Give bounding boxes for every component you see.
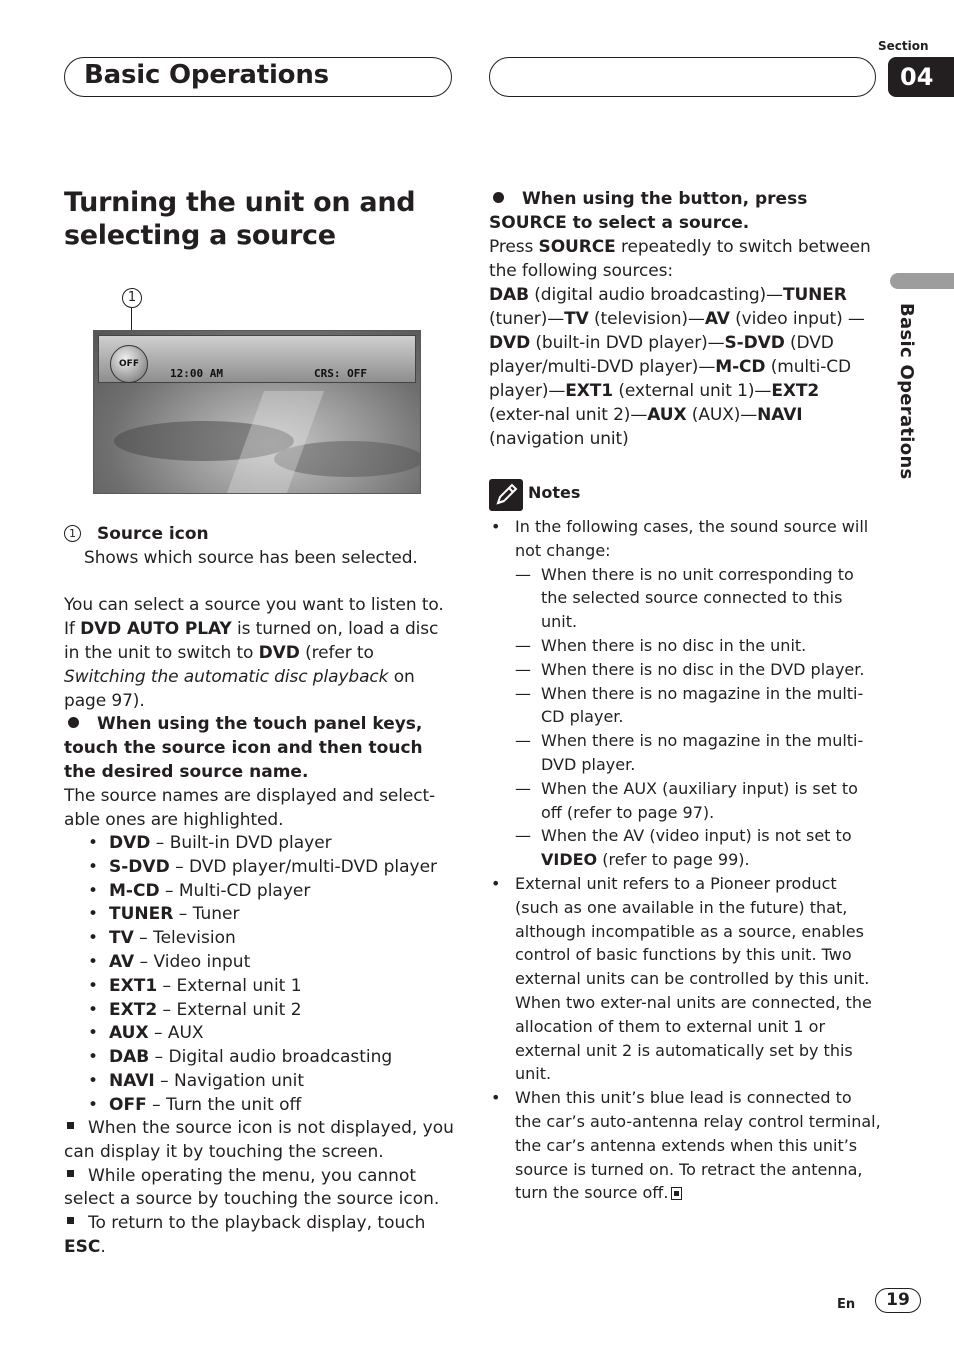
source-list bbox=[88, 832, 437, 1118]
note-subitem: — When the AV (video input) is not set to VIDEO (refer to page 99). bbox=[489, 824, 881, 872]
section-label: Section bbox=[878, 39, 929, 53]
touch-panel-description: The source names are displayed and select-able ones are highlighted. bbox=[64, 786, 436, 830]
list-item: • AUX – AUX bbox=[88, 1022, 437, 1046]
square-bullet bbox=[67, 1170, 74, 1177]
square-bullet bbox=[67, 1122, 74, 1129]
list-item: • EXT2 – External unit 2 bbox=[88, 999, 437, 1023]
legend-number: 1 bbox=[64, 525, 81, 542]
source-icon: OFF bbox=[110, 345, 148, 383]
list-item: • M-CD – Multi-CD player bbox=[88, 880, 437, 904]
pencil-icon bbox=[489, 479, 523, 511]
legend-description: Shows which source has been selected. bbox=[84, 548, 418, 568]
list-item: • EXT1 – External unit 1 bbox=[88, 975, 437, 999]
button-paragraph: Press SOURCE repeatedly to switch between the following sources: DAB (digital audio broadcasting)—TUNER (tuner)—TV (television)—AV (video input) —DVD (built-in DVD player)—S-DVD (DVD player/multi-DVD player)—M-CD (multi-CD player)—EXT1 (external unit 1)—EXT2 (exter-nal unit 2)—AUX (AUX)—NAVI (navigation unit) bbox=[489, 237, 871, 449]
note-item: • When this unit’s blue lead is connected to the car’s auto-antenna relay control terminal, the car’s antenna extends when this unit’s source is turned on. To retract the antenna, turn the source off. bbox=[489, 1086, 881, 1205]
list-item: • TV – Television bbox=[88, 927, 437, 951]
list-item: • DAB – Digital audio broadcasting bbox=[88, 1046, 437, 1070]
section-number: 04 bbox=[888, 57, 954, 97]
list-item: • NAVI – Navigation unit bbox=[88, 1070, 437, 1094]
list-item: • DVD – Built-in DVD player bbox=[88, 832, 437, 856]
bullet-dot bbox=[493, 192, 504, 203]
touch-panel-heading: When using the touch panel keys, touch the source icon and then touch the desired source name. bbox=[64, 714, 423, 782]
square-note: When the source icon is not displayed, you can display it by touching the screen. bbox=[64, 1118, 454, 1162]
page-number: 19 bbox=[875, 1288, 921, 1313]
notes-label: Notes bbox=[528, 483, 581, 502]
square-note: While operating the menu, you cannot select a source by touching the source icon. bbox=[64, 1165, 440, 1210]
header-blank-frame bbox=[489, 57, 876, 97]
intro-paragraph: You can select a source you want to listen to. If DVD AUTO PLAY is turned on, load a disc in the unit to switch to DVD (refer to Switching the automatic disc playback on page 97). bbox=[64, 595, 444, 711]
screen-clock: 12:00 AM bbox=[170, 367, 223, 380]
note-item: • External unit refers to a Pioneer product (such as one available in the future) that, although incompatible as a source, enables control of basic functions by this unit. Two external units can be controlled by this unit. When two exter-nal units are connected, the allocation of them to external unit 1 or external unit 2 is automatically set by this unit. bbox=[489, 872, 881, 1086]
note-subitem: — When there is no magazine in the multi-CD player. bbox=[489, 682, 881, 730]
language-label: En bbox=[837, 1297, 856, 1312]
note-subitem: — When there is no disc in the unit. bbox=[489, 634, 881, 658]
square-notes bbox=[64, 1117, 454, 1260]
button-heading: When using the button, press SOURCE to select a source. bbox=[489, 189, 808, 233]
list-item: • OFF – Turn the unit off bbox=[88, 1094, 437, 1118]
list-item: • S-DVD – DVD player/multi-DVD player bbox=[88, 856, 437, 880]
side-label: Basic Operations bbox=[896, 303, 917, 480]
page-heading: Turning the unit on and selecting a source bbox=[64, 187, 416, 251]
note-subitem: — When the AUX (auxiliary input) is set to off (refer to page 97). bbox=[489, 777, 881, 825]
list-item: • AV – Video input bbox=[88, 951, 437, 975]
header-title: Basic Operations bbox=[84, 60, 329, 90]
figure-callout: 1 bbox=[122, 288, 142, 308]
end-mark-icon bbox=[671, 1187, 682, 1200]
list-item: • TUNER – Tuner bbox=[88, 903, 437, 927]
square-bullet bbox=[67, 1217, 74, 1224]
notes-pencil-icon bbox=[489, 479, 523, 511]
note-subitem: — When there is no magazine in the multi-DVD player. bbox=[489, 729, 881, 777]
square-note: To return to the playback display, touch ESC. bbox=[64, 1213, 426, 1257]
screen-status-text: CRS: OFF bbox=[314, 367, 367, 380]
side-tab bbox=[890, 273, 954, 289]
screen-illustration bbox=[93, 330, 421, 494]
bullet-dot bbox=[68, 717, 79, 728]
legend-title: Source icon bbox=[97, 524, 209, 544]
note-subitem: — When there is no unit corresponding to the selected source connected to this unit. bbox=[489, 563, 881, 634]
note-subitem: — When there is no disc in the DVD player. bbox=[489, 658, 881, 682]
notes-list bbox=[489, 515, 881, 1205]
note-item: • In the following cases, the sound source will not change: bbox=[489, 515, 881, 563]
